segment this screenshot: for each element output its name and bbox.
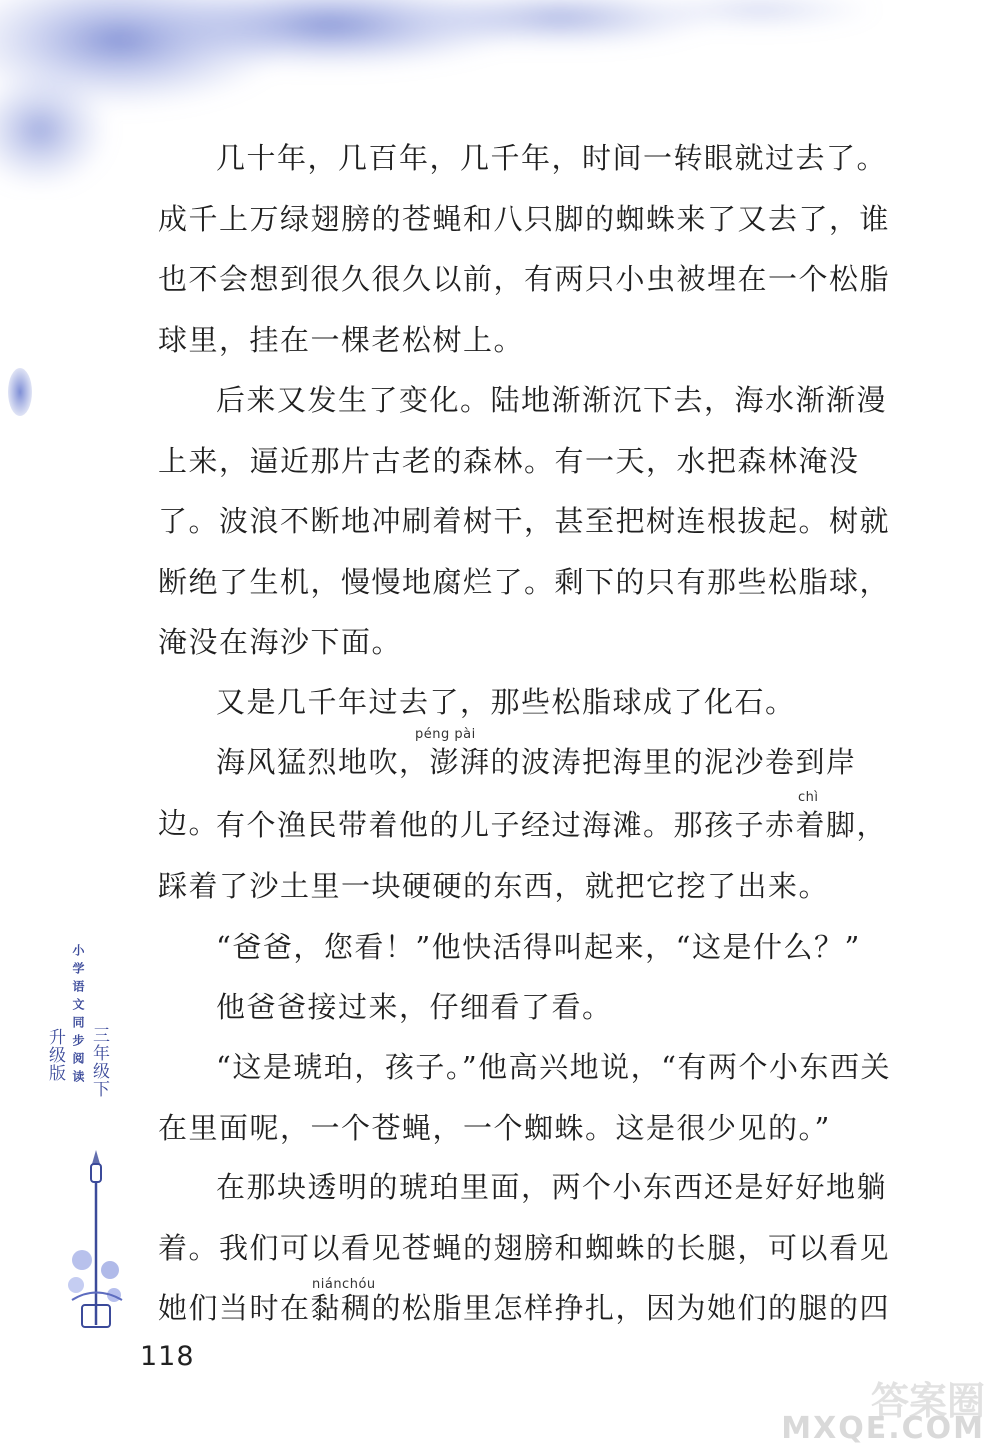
paragraph-5: 有个渔民带着他的儿子经过海滩。那孩子赤着脚，踩着了沙土里一块硬硬的东西，就把它挖了出来。 — [158, 808, 888, 903]
pinyin-pengpai: péng pài — [415, 727, 476, 742]
edition-label: 升级版 — [45, 1028, 65, 1082]
paragraph-1: 几十年，几百年，几千年，时间一转眼就过去了。成千上万绿翅膀的苍蝇和八只脚的蜘蛛来了又去了，谁也不会想到很久很久以前，有两只小虫被埋在一个松脂球里，挂在一棵老松树上。 — [158, 141, 891, 357]
book-sidebar — [40, 940, 120, 1340]
watermark-seal: 答案圈 — [870, 1379, 985, 1423]
grade-label: 三年级下 — [89, 1026, 109, 1098]
pinyin-nianchou: niánchóu — [312, 1277, 376, 1292]
watermark-site: MXQE.COM — [781, 1411, 985, 1446]
paragraph-9: 在那块透明的琥珀里面，两个小东西还是好好地躺着。我们可以看见苍蝇的翅膀和蜘蛛的长腿，可以看见她们当时在黏稠的松脂里怎样挣扎，因为她们的腿的四 — [158, 1170, 891, 1325]
paragraph-4: 海风猛烈地吹，澎湃的波涛把海里的泥沙卷到岸边。 — [158, 745, 857, 840]
paragraph-2: 后来又发生了变化。陆地渐渐沉下去，海水渐渐漫上来，逼近那片古老的森林。有一天，水把森林淹没了。波浪不断地冲刷着树干，甚至把树连根拔起。树就断绝了生机，慢慢地腐烂了。剩下的只有那些松脂球，淹没在海沙下面。 — [158, 383, 891, 659]
lamp-flower-illustration-icon — [62, 1150, 132, 1330]
page-number: 118 — [140, 1341, 195, 1372]
paragraph-3: 又是几千年过去了，那些松脂球成了化石。 — [216, 685, 796, 719]
paragraph-7: 他爸爸接过来，仔细看了看。 — [216, 990, 613, 1024]
pinyin-chi: chì — [798, 790, 819, 805]
paragraph-6: “爸爸，您看！”他快活得叫起来，“这是什么？” — [216, 930, 861, 964]
paragraph-8: “这是琥珀，孩子。”他高兴地说，“有两个小东西关在里面呢，一个苍蝇，一个蜘蛛。这是很少见的。” — [158, 1050, 891, 1145]
watermark-logo — [781, 1370, 995, 1450]
series-title: 小学语文同步阅读 — [71, 944, 85, 1088]
